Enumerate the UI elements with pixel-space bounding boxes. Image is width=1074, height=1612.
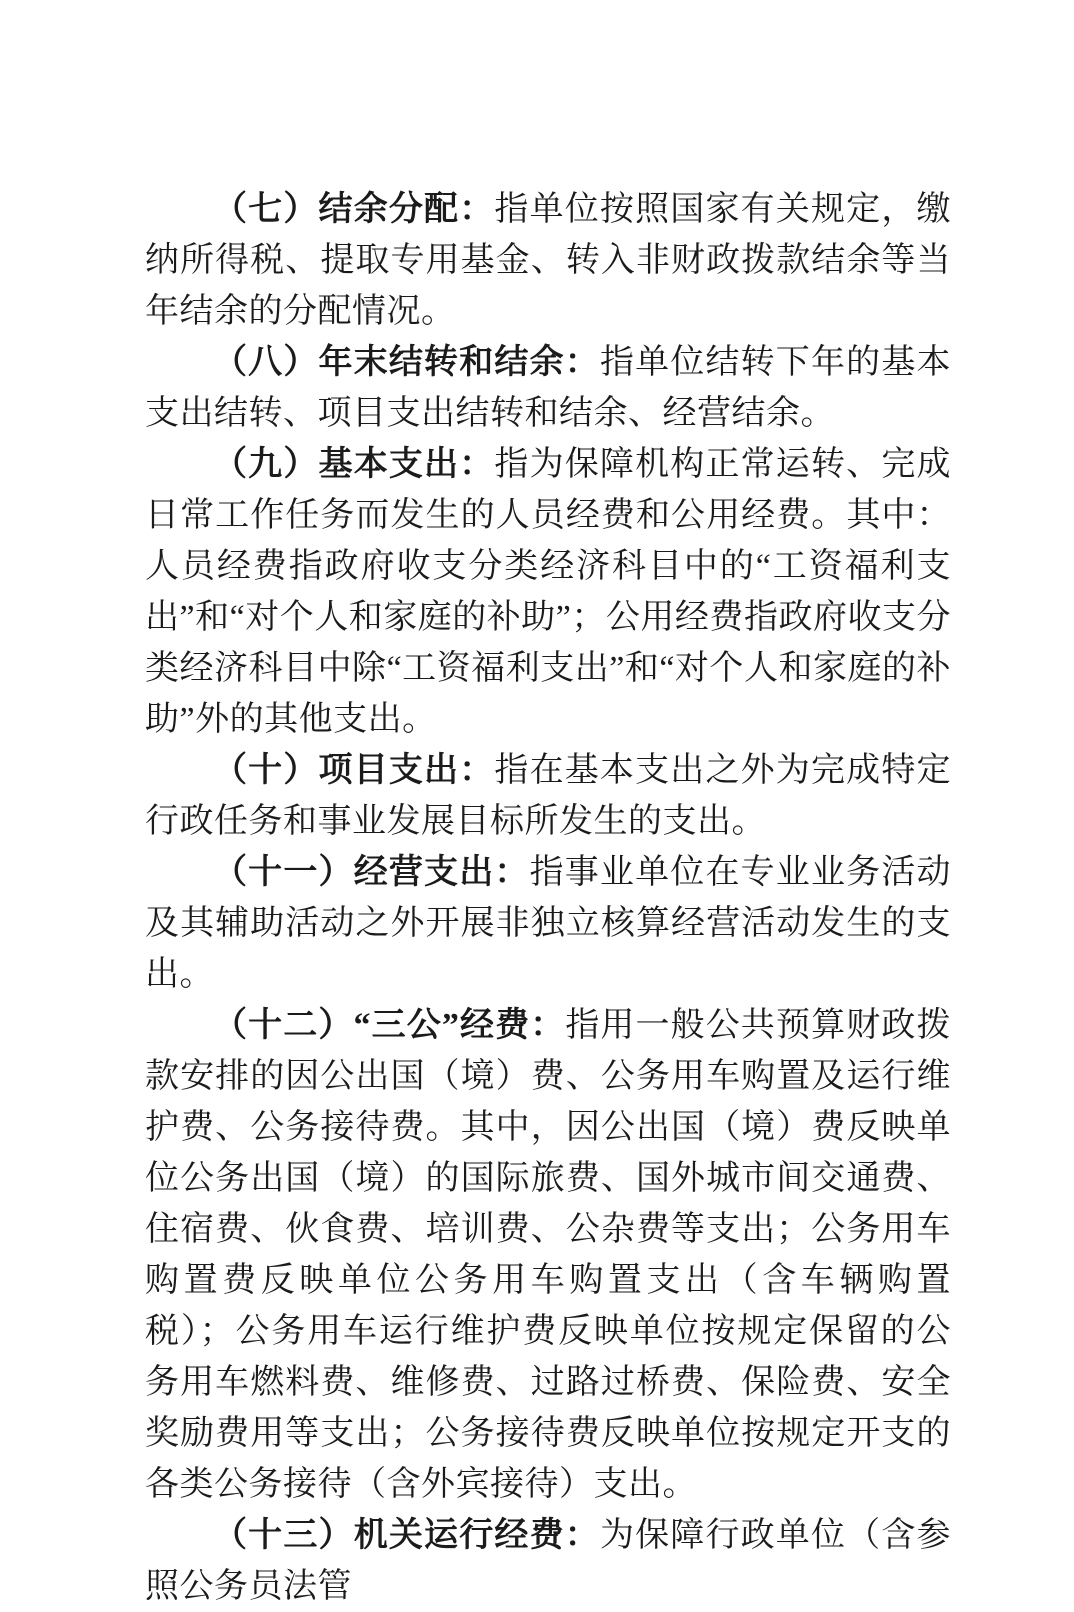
term-label: （七）结余分配： [213, 191, 495, 228]
term-label: （八）年末结转和结余： [213, 344, 600, 381]
definition-paragraph-9 [145, 439, 951, 745]
term-label: （十二）“三公”经费： [213, 1007, 566, 1044]
term-definition: 指为保障机构正常运转、完成日常工作任务而发生的人员经费和公用经费。其中：人员经费指政府收支分类经济科目中的“工资福利支出”和“对个人和家庭的补助”；公用经费指政府收支分类经济科目中除“工资福利支出”和“对个人和家庭的补助”外的其他支出。 [145, 446, 952, 738]
term-definition: 指事业单位在专业业务活动及其辅助活动之外开展非独立核算经营活动发生的支出。 [145, 854, 952, 993]
definition-paragraph-12 [145, 1000, 951, 1510]
definition-paragraph-11 [145, 847, 951, 1000]
definition-paragraph-8 [145, 337, 951, 439]
term-label: （十一）经营支出： [213, 854, 530, 891]
term-definition: 指用一般公共预算财政拨款安排的因公出国（境）费、公务用车购置及运行维护费、公务接待费。其中，因公出国（境）费反映单位公务出国（境）的国际旅费、国外城市间交通费、住宿费、伙食费、培训费、公杂费等支出；公务用车购置费反映单位公务用车购置支出（含车辆购置税）；公务用车运行维护费反映单位按规定保留的公务用车燃料费、维修费、过路过桥费、保险费、安全奖励费用等支出；公务接待费反映单位按规定开支的各类公务接待（含外宾接待）支出。 [145, 1007, 952, 1503]
term-definition: 指单位结转下年的基本支出结转、项目支出结转和结余、经营结余。 [145, 344, 952, 432]
term-definition: 指单位按照国家有关规定，缴纳所得税、提取专用基金、转入非财政拨款结余等当年结余的分配情况。 [145, 191, 952, 330]
definition-paragraph-7 [145, 184, 951, 337]
term-definition: 指在基本支出之外为完成特定行政任务和事业发展目标所发生的支出。 [145, 752, 952, 840]
term-label: （九）基本支出： [213, 446, 495, 483]
term-label: （十）项目支出： [213, 752, 495, 789]
term-label: （十三）机关运行经费： [213, 1517, 600, 1554]
document-page [145, 184, 951, 1612]
definition-paragraph-10 [145, 745, 951, 847]
term-definition: 为保障行政单位（含参照公务员法管 [145, 1517, 952, 1605]
definition-paragraph-13 [145, 1510, 951, 1612]
